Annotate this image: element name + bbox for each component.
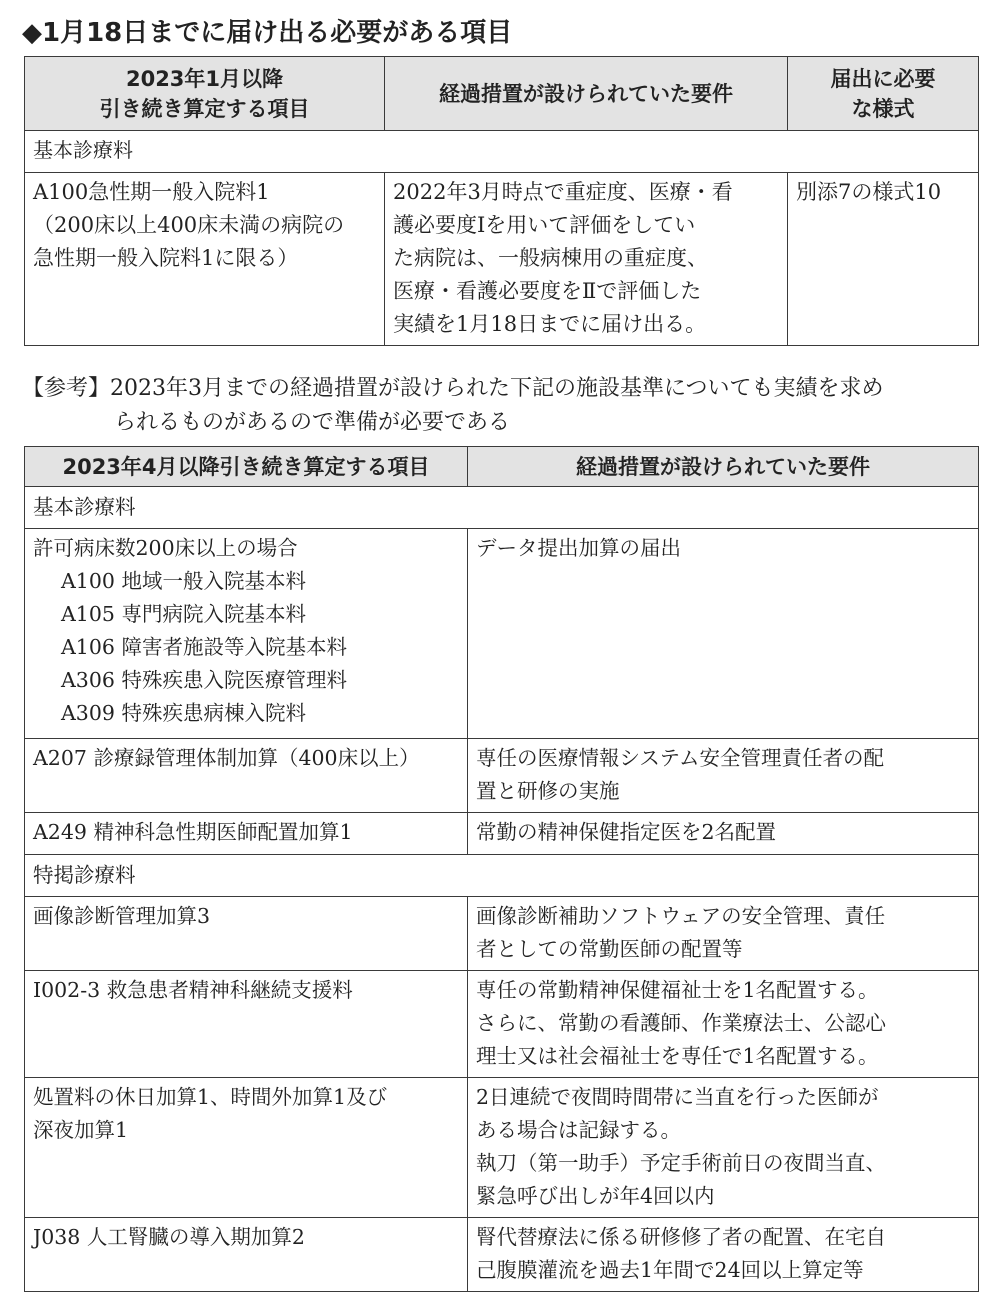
t2-item-cell (25, 529, 468, 739)
table-row (25, 739, 979, 813)
t2-requirement-cell (468, 739, 979, 813)
requirement-line: 専任の医療情報システム安全管理責任者の配 (476, 746, 884, 770)
t1-form-cell: 別添7の様式10 (788, 173, 979, 346)
item-line: A207 診療録管理体制加算（400床以上） (33, 746, 420, 770)
sub-item-line: A100 地域一般入院基本料 (61, 569, 306, 593)
item-line: 深夜加算1 (33, 1118, 129, 1142)
table-row (25, 1218, 979, 1292)
t1-item-cell (25, 173, 385, 346)
t2-item-cell (25, 1218, 468, 1292)
item-line: 画像診断管理加算3 (33, 904, 211, 928)
requirement-line: 緊急呼び出しが年4回以内 (476, 1184, 715, 1208)
cell-line: 2022年3月時点で重症度、医療・看 (393, 180, 733, 204)
cell-line: （200床以上400床未満の病院の (33, 213, 345, 237)
sub-item-line: A309 特殊疾患病棟入院料 (61, 701, 306, 725)
requirement-line: 常勤の精神保健指定医を2名配置 (476, 820, 777, 844)
table-row (25, 897, 979, 971)
t2-header-requirement: 経過措置が設けられていた要件 (468, 447, 979, 487)
t1-header-requirement (385, 57, 788, 131)
cell-line: 急性期一般入院料1に限る） (33, 246, 299, 270)
t2-requirement-cell (468, 971, 979, 1078)
item-line: 許可病床数200床以上の場合 (33, 536, 298, 560)
table-row (25, 971, 979, 1078)
sub-item-line: A105 専門病院入院基本料 (61, 602, 306, 626)
table-row (25, 813, 979, 855)
t1-header-form (788, 57, 979, 131)
table-row (25, 529, 979, 739)
requirement-line: 己腹膜灌流を過去1年間で24回以上算定等 (476, 1258, 864, 1282)
table-deadline-items (24, 56, 979, 346)
t2-body (25, 487, 979, 1292)
reference-note-line-1: 【参考】2023年3月までの経過措置が設けられた下記の施設基準についても実績を求め (22, 376, 884, 401)
t2-item-cell (25, 971, 468, 1078)
t2-requirement-cell (468, 1078, 979, 1218)
table-row (25, 1078, 979, 1218)
requirement-line: 専任の常勤精神保健福祉士を1名配置する。 (476, 978, 879, 1002)
t2-item-cell (25, 813, 468, 855)
t2-item-cell (25, 897, 468, 971)
requirement-line: 2日連続で夜間時間帯に当直を行った医師が (476, 1085, 879, 1109)
t1-requirement-cell (385, 173, 788, 346)
cell-line: 護必要度Ⅰを用いて評価をしてい (393, 213, 696, 237)
t2-item-cell (25, 1078, 468, 1218)
item-line: I002-3 救急患者精神科継続支援料 (33, 978, 353, 1002)
requirement-line: 者としての常勤医師の配置等 (476, 937, 743, 961)
requirement-line: ある場合は記録する。 (476, 1118, 681, 1142)
t1-header-form-text: 届出に必要 な様式 (830, 66, 936, 121)
cell-line: A100急性期一般入院料1 (33, 180, 270, 204)
t2-requirement-cell (468, 529, 979, 739)
requirement-line: 置と研修の実施 (476, 779, 620, 803)
t2-section-basic: 基本診療料 (25, 487, 979, 529)
requirement-line: 執刀（第一助手）予定手術前日の夜間当直、 (476, 1151, 886, 1175)
t2-requirement-cell (468, 897, 979, 971)
t2-item-cell (25, 739, 468, 813)
page-heading: ◆1月18日までに届け出る必要がある項目 (22, 18, 513, 48)
t1-section-label: 基本診療料 (25, 131, 979, 173)
t2-requirement-cell (468, 1218, 979, 1292)
requirement-line: 腎代替療法に係る研修修了者の配置、在宅自 (476, 1225, 886, 1249)
cell-line: た病院は、一般病棟用の重症度、 (393, 246, 708, 270)
reference-note-line-2: られるものがあるので準備が必要である (114, 410, 511, 435)
item-line: J038 人工腎臓の導入期加算2 (33, 1225, 305, 1249)
sub-item-line: A306 特殊疾患入院医療管理料 (61, 668, 347, 692)
t2-section-special: 特掲診療料 (25, 855, 979, 897)
t2-header-item: 2023年4月以降引き続き算定する項目 (25, 447, 468, 487)
table-transition-items (24, 446, 979, 1292)
sub-item-line: A106 障害者施設等入院基本料 (61, 635, 347, 659)
t1-header-requirement-text: 経過措置が設けられていた要件 (439, 81, 733, 106)
item-line: 処置料の休日加算1、時間外加算1及び (33, 1085, 388, 1109)
reference-note (22, 372, 884, 440)
item-line: A249 精神科急性期医師配置加算1 (33, 820, 353, 844)
t1-header-item-text: 2023年1月以降 引き続き算定する項目 (99, 66, 310, 121)
t1-header-item (25, 57, 385, 131)
requirement-line: データ提出加算の届出 (476, 536, 681, 560)
cell-line: 医療・看護必要度をⅡで評価した (393, 279, 702, 303)
requirement-line: 理士又は社会福祉士を専任で1名配置する。 (476, 1044, 879, 1068)
cell-line: 実績を1月18日までに届け出る。 (393, 312, 707, 336)
requirement-line: 画像診断補助ソフトウェアの安全管理、責任 (476, 904, 886, 928)
requirement-line: さらに、常勤の看護師、作業療法士、公認心 (476, 1011, 886, 1035)
t2-requirement-cell (468, 813, 979, 855)
